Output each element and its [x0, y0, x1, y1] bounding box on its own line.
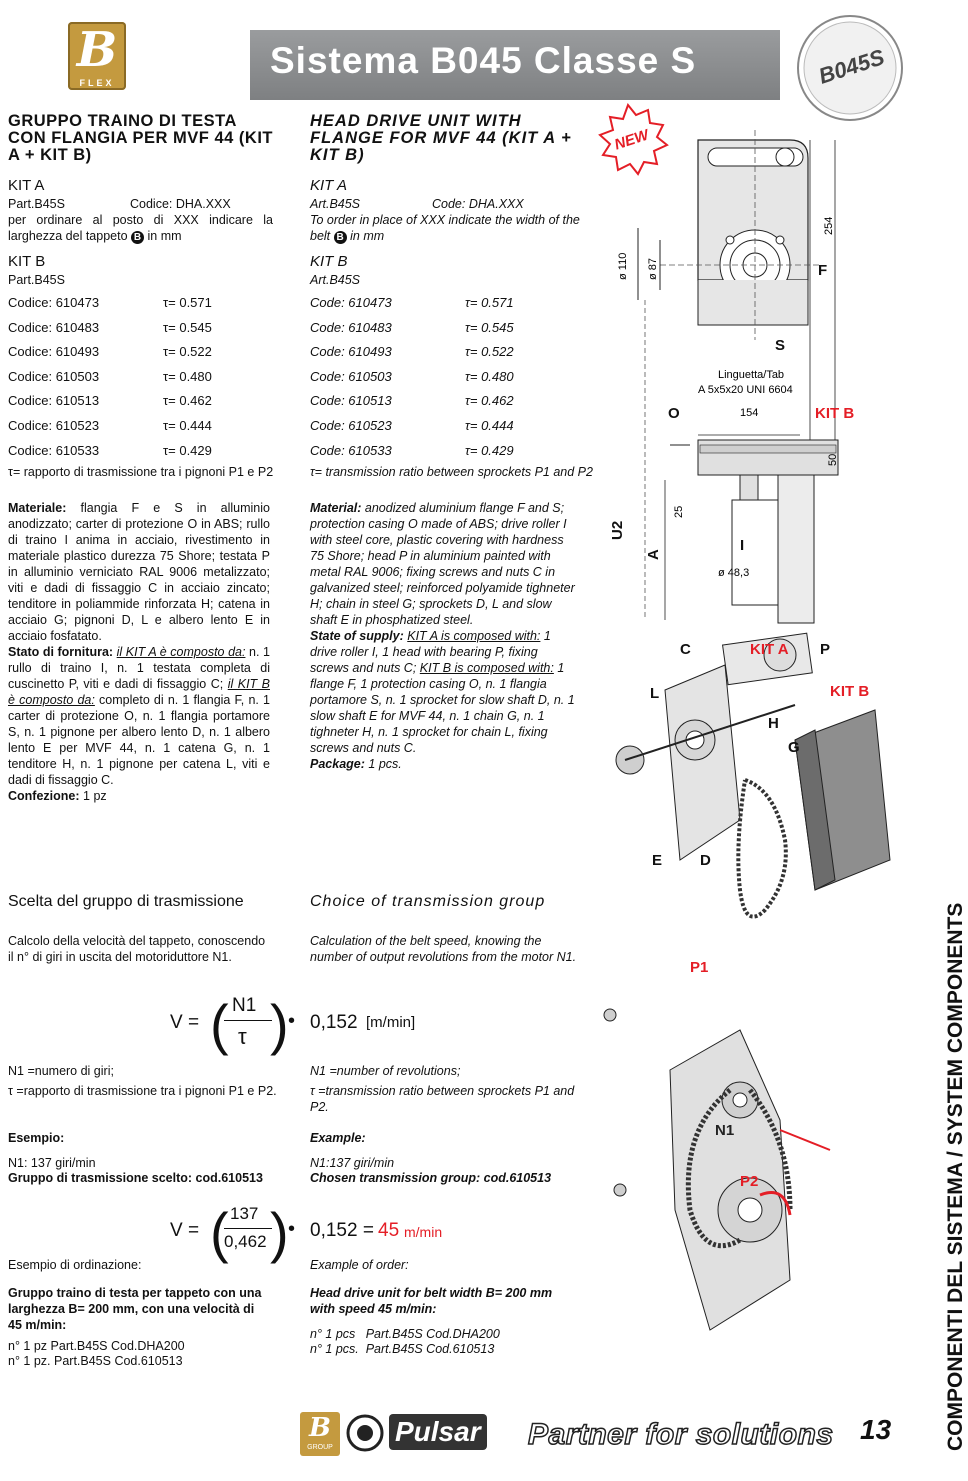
label-P: P — [820, 641, 831, 658]
label-A: A — [645, 549, 662, 560]
en-supply-text1: 1 drive roller I, 1 head with bearing P, fixing screws and nuts C; — [310, 629, 551, 675]
it-example-label: Esempio: — [8, 1131, 65, 1145]
pulsar-logo: Pulsar — [345, 1410, 505, 1456]
it-kitB-part: Part.B45S — [8, 273, 65, 287]
it-package-label: Confezione: — [8, 789, 80, 803]
dim-110: ø 110 — [617, 252, 629, 280]
it-material-text: flangia F e S in alluminio anodizzato; carter di protezione O in ABS; rullo di traino I anima in acciaio, rivestimento in materiale plastico durezza 75 Shore; testata P in alluminio verniciato RAL 9006 metalizzato; viti e dadi di fissaggio C in acciaio zincato; tenditore in poliammide rinforzata H; catena in acciaio G; pignoni D, L e albero lento E in acciaio fosfatato. — [8, 501, 270, 643]
code-row: Codice: 610523 τ= 0.444 — [8, 417, 212, 433]
it-kitA-code: Codice: DHA.XXX — [130, 197, 231, 211]
it-kitB-heading: KIT B — [8, 253, 46, 270]
formula-paren-close: ) — [270, 993, 289, 1056]
en-material-text: anodized aluminium flange F and S; protection casing O made of ABS; drive roller I with steel core, plastic covering with hardness 75 Shore; head P in aluminium painted with metal RAL 9006; fixing screws and nuts C in galvanized steel; reinforced polyamide tighneter H; chain in steel G; sprockets D, L and slow shaft E in phosphatized steel. — [310, 501, 575, 627]
label-H: H — [768, 715, 779, 732]
it-supply-kitA: il KIT A è composto da: — [116, 645, 246, 659]
label-O: O — [668, 405, 680, 422]
label-G: G — [788, 739, 800, 756]
b-circle-icon: B — [131, 231, 144, 244]
code-row: Codice: 610473 τ= 0.571 — [8, 295, 212, 310]
formula-den: τ — [238, 1024, 247, 1049]
it-choice-title: Scelta del gruppo di trasmissione — [8, 893, 244, 910]
flex-logo-letter: B — [76, 22, 118, 78]
it-title: GRUPPO TRAINO DI TESTA CON FLANGIA PER MVF 44 (KIT A + KIT B) — [8, 112, 273, 164]
en-kitA-code: Code: DHA.XXX — [432, 197, 524, 211]
exploded-view — [616, 633, 890, 916]
page-number: 13 — [860, 1414, 892, 1445]
formula-num: N1 — [232, 995, 257, 1016]
it-supply-kitB: il KIT B è composto da: — [8, 677, 270, 707]
flange-front-view — [660, 130, 820, 340]
code-row: Codice: 610503 τ= 0.480 — [8, 368, 212, 384]
formula2-factor: 0,152 = — [310, 1220, 374, 1241]
flex-group-logo: B GROUP — [300, 1412, 340, 1456]
label-F: F — [818, 262, 828, 279]
code-row: Codice: 610513 τ= 0.462 — [8, 393, 212, 409]
drive-assembly — [604, 1009, 830, 1330]
kitB-label-bottom: KIT B — [830, 683, 870, 700]
code-row: Codice: 610493 τ= 0.522 — [8, 344, 212, 360]
en-n1-def: N1 =number of revolutions; — [310, 1064, 461, 1078]
en-tau-note: τ= transmission ratio between sprockets P1 and P2 — [310, 465, 593, 479]
it-order-line2: n° 1 pz. Part.B45S Cod.610513 — [8, 1354, 183, 1368]
flex-logo — [68, 22, 126, 90]
en-kitB-part: Art.B45S — [310, 273, 361, 287]
label-S: S — [775, 337, 786, 354]
formula2-paren-open: ( — [210, 1201, 229, 1264]
en-package-label: Package: — [310, 757, 365, 771]
dim-25: 25 — [673, 505, 685, 518]
it-n1-def: N1 =numero di giri; — [8, 1064, 114, 1078]
en-example-group: Chosen transmission group: cod.610513 — [310, 1171, 552, 1185]
side-vertical-text: COMPONENTI DEL SISTEMA / SYSTEM COMPONENTS — [944, 902, 967, 1451]
formula-fraction-line — [224, 1020, 272, 1021]
formula-dot: • — [288, 1010, 296, 1032]
dim-254: 254 — [823, 216, 835, 235]
it-code-list — [8, 295, 268, 467]
label-I: I — [740, 537, 745, 554]
it-supply-text1: n. 1 rullo di traino I, n. 1 testata completa di cuscinetto P, viti e dadi di fissaggio C; — [8, 645, 270, 691]
label-P1: P1 — [690, 959, 709, 976]
formula2-result: 45 — [378, 1220, 400, 1241]
en-order-example-text: Head drive unit for belt width B= 200 mm with speed 45 m/min: — [310, 1286, 553, 1316]
label-L: L — [650, 685, 660, 702]
en-order-example-label: Example of order: — [310, 1258, 409, 1272]
kitA-label: KIT A — [750, 641, 789, 658]
formula2-num: 137 — [230, 1204, 259, 1223]
en-order-note — [310, 212, 580, 244]
en-supply-kitA: KIT A is composed with: — [407, 629, 541, 643]
dim-154: 154 — [740, 407, 759, 419]
code-row: Code: 610513 τ= 0.462 — [310, 393, 514, 409]
technical-drawing — [590, 100, 910, 1430]
it-tau-def: τ =rapporto di trasmissione tra i pignoni P1 e P2. — [8, 1084, 277, 1098]
en-supply-text2: 1 flange F, 1 protection casing O, n. 1 flangia portamore S, n. 1 sprocket for slow shaft D, n. 1 slow shaft E for MVF 44, n. 1 chain G, n. 1 tighneter H, n. 1 sprocket for chain L, fixing screws and nuts C. — [310, 661, 575, 755]
it-order-line1: n° 1 pz Part.B45S Cod.DHA200 — [8, 1339, 185, 1353]
formula2-unit: m/min — [404, 1224, 443, 1240]
en-material-label: Material: — [310, 501, 362, 515]
en-package-text: 1 pcs. — [368, 757, 402, 771]
dim-87: ø 87 — [647, 257, 659, 280]
en-order-line2: n° 1 pcs. Part.B45S Cod.610513 — [310, 1342, 495, 1356]
tab-label: Linguetta/Tab — [718, 369, 785, 381]
en-supply-label: State of supply: — [310, 629, 404, 643]
en-calc-text: Calculation of the belt speed, knowing the number of output revolutions from the motor N1. — [310, 934, 577, 964]
formula-paren-open: ( — [210, 993, 229, 1056]
label-P2: P2 — [740, 1173, 759, 1190]
it-kitA-heading: KIT A — [8, 177, 45, 194]
it-material-block — [8, 500, 270, 804]
it-order-example-label: Esempio di ordinazione: — [8, 1258, 142, 1272]
code-row: Codice: 610483 τ= 0.545 — [8, 319, 212, 335]
en-supply-kitB: KIT B is composed with: — [419, 661, 554, 675]
formula2-dot: • — [288, 1218, 296, 1240]
en-kitA-heading: KIT A — [310, 177, 347, 194]
en-order-note-end: in mm — [350, 229, 385, 243]
it-order-example-text: Gruppo traino di testa per tappeto con una larghezza B= 200 mm, con una velocità di 45 m/min: — [8, 1286, 262, 1332]
it-supply-text2: completo di n. 1 flangia F, n. 1 carter di protezione O, n. 1 flangia portamore S, n. 1 pignone per albero lento D, n. 1 albero lento E per MVF 44, n. 1 catena G, n. 1 tenditore H, n. 1 pignone per catena L, viti e dadi di fissaggio C. — [8, 693, 270, 787]
code-row: Code: 610503 τ= 0.480 — [310, 368, 514, 384]
formula2-paren-close: ) — [270, 1201, 289, 1264]
label-U2: U2 — [609, 520, 626, 540]
en-tau-def: τ =transmission ratio between sprockets P1 and P2. — [310, 1084, 575, 1114]
it-example-n1: N1: 137 giri/min — [8, 1156, 96, 1170]
formula-v: V = — [170, 1012, 200, 1033]
en-example-label: Example: — [310, 1131, 366, 1145]
en-order-note-text: To order in place of XXX indicate the width of the belt — [310, 213, 580, 243]
label-E: E — [652, 852, 663, 869]
it-calc-text: Calcolo della velocità del tappeto, conoscendo il n° di giri in uscita del motoriduttore N1. — [8, 934, 266, 964]
en-example-n1: N1:137 giri/min — [310, 1156, 395, 1170]
code-row: Code: 610483 τ= 0.545 — [310, 319, 514, 335]
code-row: Code: 610493 τ= 0.522 — [310, 344, 514, 360]
en-kitA-part: Art.B45S — [310, 197, 361, 211]
tab-spec: A 5x5x20 UNI 6604 — [698, 384, 793, 396]
formula2-v: V = — [170, 1220, 200, 1241]
formula2-den: 0,462 — [224, 1232, 267, 1251]
it-supply-label: Stato di fornitura: — [8, 645, 114, 659]
it-package-text: 1 pz — [83, 789, 107, 803]
code-row: Code: 610533 τ= 0.429 — [310, 442, 514, 458]
code-row: Code: 610473 τ= 0.571 — [310, 295, 514, 310]
formula2-fraction-line — [224, 1228, 272, 1229]
label-C: C — [680, 641, 691, 658]
it-kitA-part: Part.B45S — [8, 197, 65, 211]
formula-unit: [m/min] — [366, 1014, 416, 1031]
label-D: D — [700, 852, 711, 869]
badge-text: B045S — [815, 44, 888, 89]
it-material-label: Materiale: — [8, 501, 67, 515]
en-material-block — [310, 500, 578, 772]
it-example-group: Gruppo di trasmissione scelto: cod.610513 — [8, 1171, 263, 1185]
b-circle-icon: B — [334, 231, 347, 244]
pulsar-gear-icon — [345, 1413, 385, 1453]
page-title: Sistema B045 Classe S — [270, 40, 697, 81]
flex-logo-sub: FLEX — [79, 78, 115, 88]
dim-48: ø 48,3 — [718, 567, 750, 579]
en-order-line1: n° 1 pcs Part.B45S Cod.DHA200 — [310, 1327, 500, 1341]
formula-1 — [170, 990, 570, 1060]
tagline: Partner for solutions — [528, 1418, 834, 1451]
en-choice-title: Choice of transmission group — [310, 893, 546, 910]
it-order-note-text: per ordinare al posto di XXX indicare la larghezza del tappeto — [8, 213, 273, 243]
label-N1: N1 — [715, 1122, 735, 1139]
code-row: Code: 610523 τ= 0.444 — [310, 417, 514, 433]
formula-factor: 0,152 — [310, 1012, 358, 1033]
it-order-note-end: in mm — [147, 229, 182, 243]
en-kitB-heading: KIT B — [310, 253, 348, 270]
new-label: NEW — [612, 126, 651, 154]
kitB-label-top: KIT B — [815, 405, 855, 422]
dim-50: 50 — [827, 453, 839, 466]
code-row: Codice: 610533 τ= 0.429 — [8, 442, 212, 458]
it-order-note — [8, 212, 273, 244]
it-tau-note: τ= rapporto di trasmissione tra i pignoni P1 e P2 — [8, 465, 274, 479]
en-title: HEAD DRIVE UNIT WITH FLANGE FOR MVF 44 (KIT A + KIT B) — [310, 112, 572, 164]
en-code-list — [310, 295, 570, 467]
